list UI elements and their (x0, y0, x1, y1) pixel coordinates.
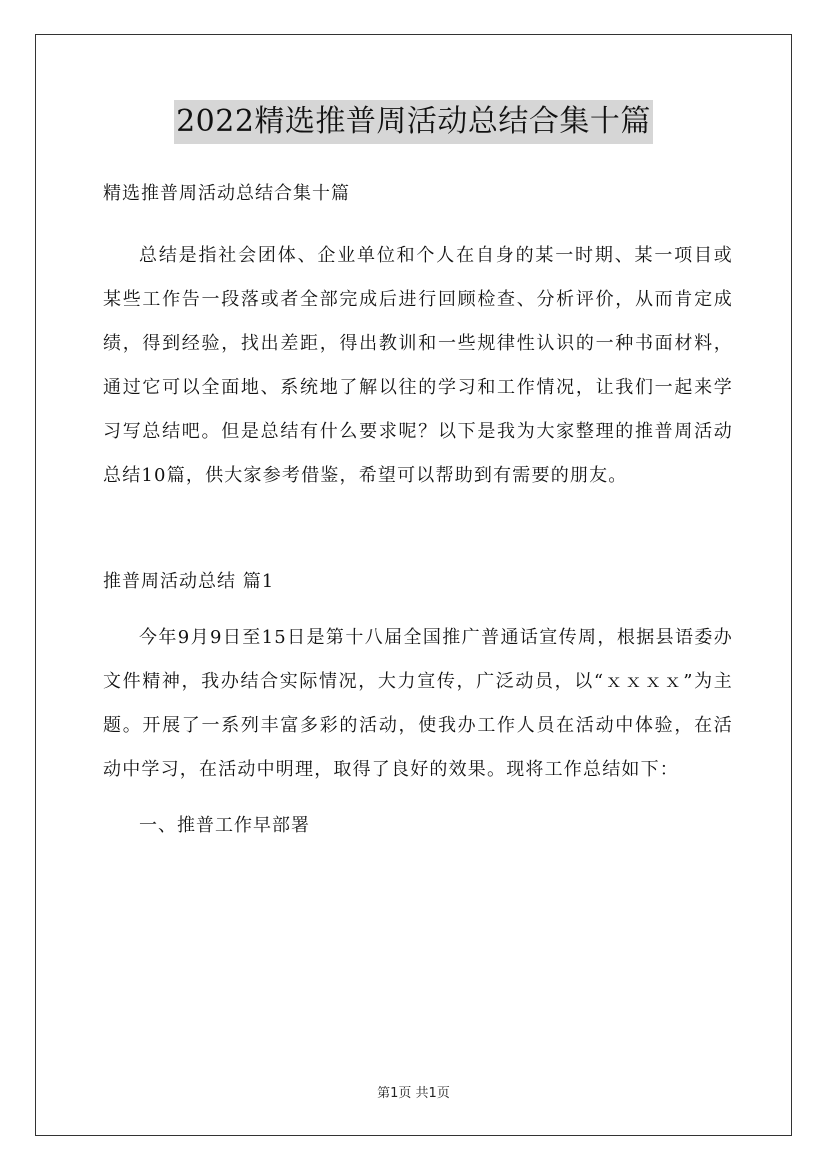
section-heading: 推普周活动总结 篇1 (103, 571, 275, 592)
intro-paragraph: 总结是指社会团体、企业单位和个人在自身的某一时期、某一项目或某些工作告一段落或者全部完成后进行回顾检查、分析评价，从而肯定成绩，得到经验，找出差距，得出教训和一些规律性认识的一种书面材料，通过它可以全面地、系统地了解以往的学习和工作情况，让我们一起来学习写总结吧。但是总结有什么要求呢？以下是我为大家整理的推普周活动总结10篇，供大家参考借鉴，希望可以帮助到有需要的朋友。 (103, 245, 733, 486)
subheading: 一、推普工作早部署 (139, 815, 310, 836)
document-body (103, 172, 733, 848)
page-footer: 第1页 共1页 (377, 1086, 450, 1101)
document-subtitle: 精选推普周活动总结合集十篇 (103, 183, 350, 204)
document-title-text: 2022精选推普周活动总结合集十篇 (174, 100, 653, 144)
document-title (0, 100, 827, 144)
section-paragraph: 今年9月9日至15日是第十八届全国推广普通话宣传周，根据县语委办文件精神，我办结合实际情况，大力宣传，广泛动员，以“ｘｘｘｘ”为主题。开展了一系列丰富多彩的活动，使我办工作人员在活动中体验，在活动中学习，在活动中明理，取得了良好的效果。现将工作总结如下： (103, 627, 733, 780)
